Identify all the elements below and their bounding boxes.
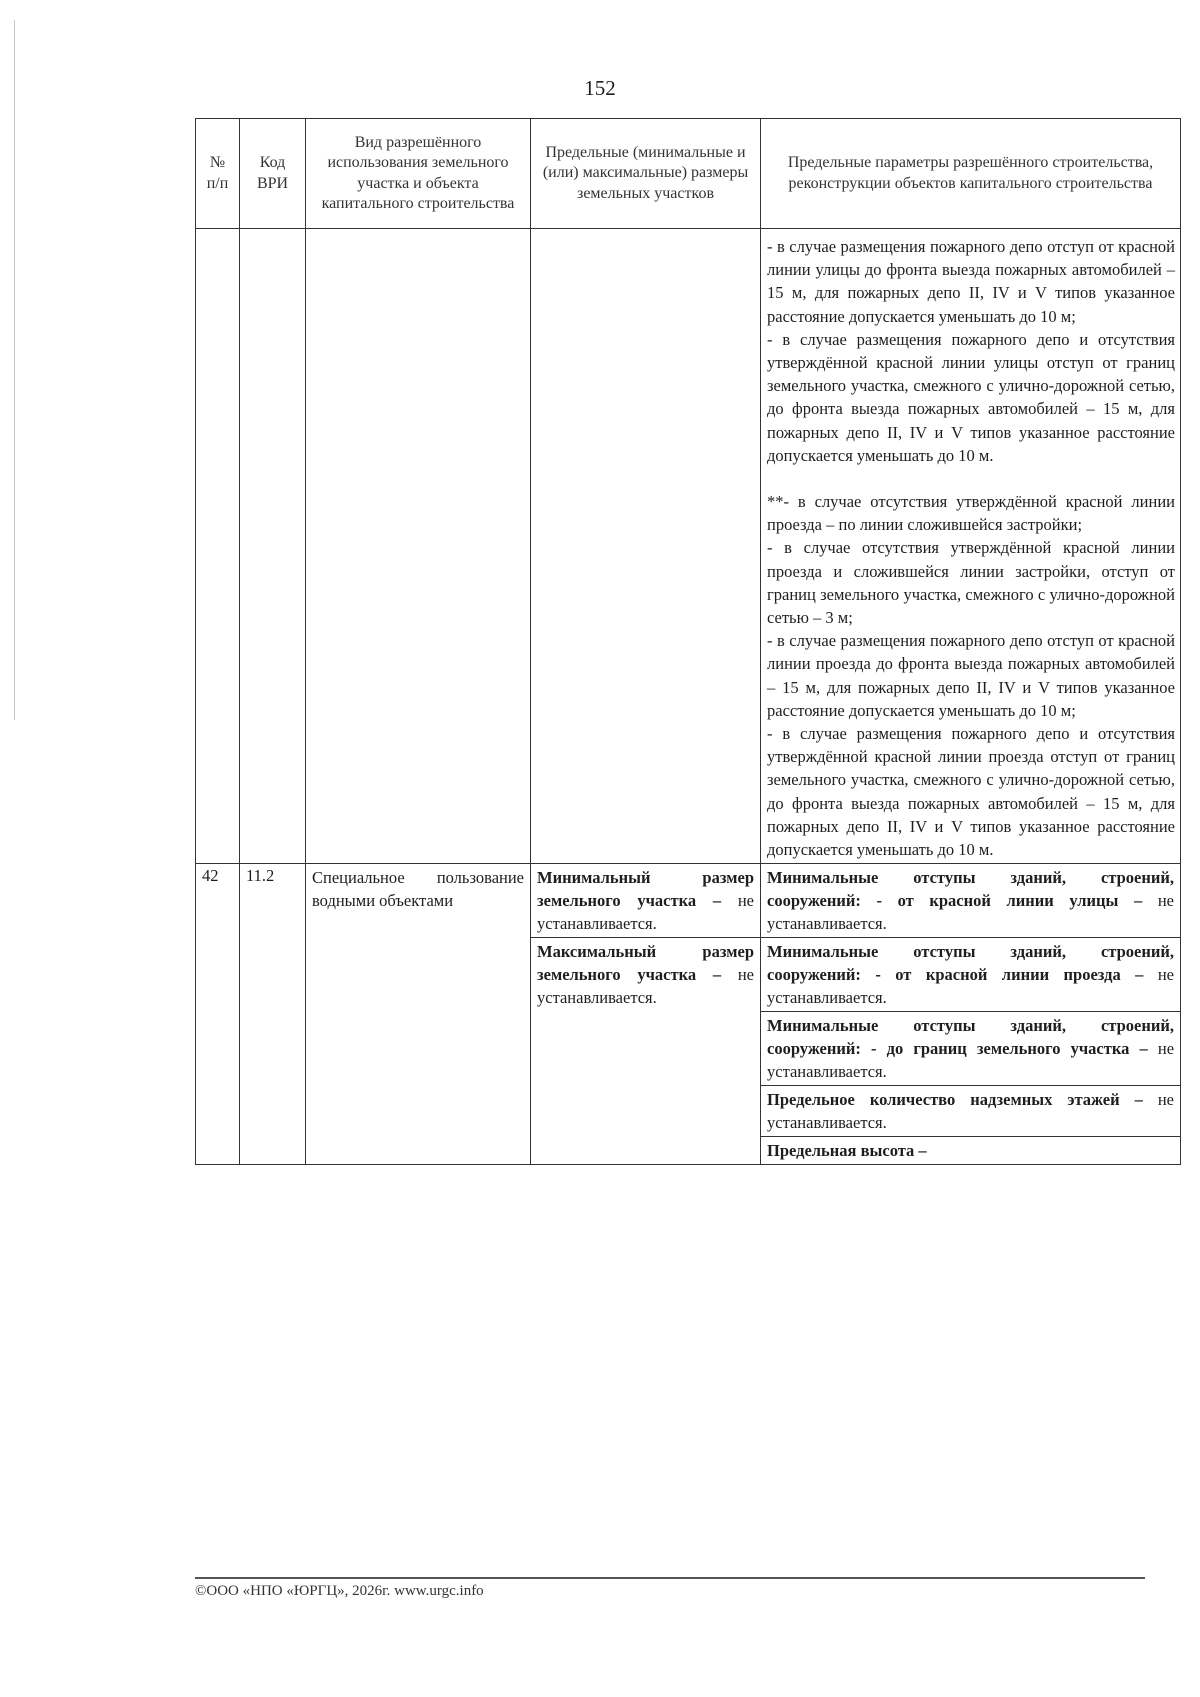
param-title: Минимальные отступы зданий, строений, сооружений: xyxy=(767,868,1174,911)
param-cell xyxy=(761,1137,1181,1165)
footer-copyright: ©ООО «НПО «ЮРГЦ», 2026г. www.urgc.info xyxy=(195,1583,484,1599)
param-value: не устанавливается. xyxy=(767,1090,1174,1133)
max-size-label: Максимальный размер земельного участка – xyxy=(537,942,754,985)
params-continuation-cell xyxy=(761,229,1181,864)
header-num: № п/п xyxy=(196,119,240,229)
param-detail: - до границ земельного участка – xyxy=(871,1039,1148,1059)
param-cell xyxy=(761,864,1181,938)
param-title: Предельное количество надземных этажей – xyxy=(767,1090,1143,1110)
param-detail: - от красной линии проезда – xyxy=(875,965,1144,985)
footer-divider xyxy=(195,1577,1145,1579)
param-detail: - от красной линии улицы – xyxy=(876,891,1143,911)
param-title: Предельная высота – xyxy=(767,1141,927,1161)
paragraph: - в случае размещения пожарного депо и отсутствия утверждённой красной линии улицы отступ от границ земельного участка, смежного с улично-дорожной сетью, до фронта выезда пожарных автомобилей – 15 м, для пожарных депо II, IV и V типов указанное расстояние допускается уменьшать до 10 м. xyxy=(767,329,1175,465)
param-cell xyxy=(761,1012,1181,1086)
param-value: не устанавливается. xyxy=(767,891,1174,934)
row-code: 11.2 xyxy=(240,864,306,1165)
paragraph: - в случае размещения пожарного депо отступ от красной линии улицы до фронта выезда пожарных автомобилей – 15 м, для пожарных депо II, IV и V типов указанное расстояние допускается уменьшать до 10 м; xyxy=(767,237,1175,326)
scan-margin-mark xyxy=(14,20,15,720)
paragraph: - в случае размещения пожарного депо отступ от красной линии проезда до фронта выезда пожарных автомобилей – 15 м, для пожарных депо II, IV и V типов указанное расстояние допускается уменьшать до 10 м; xyxy=(767,631,1175,720)
header-sizes: Предельные (минимальные и (или) максимальные) размеры земельных участков xyxy=(531,119,761,229)
min-size-cell xyxy=(531,864,761,938)
param-value: не устанавливается. xyxy=(767,965,1174,1008)
param-title: Минимальные отступы зданий, строений, сооружений: xyxy=(767,1016,1174,1059)
row-num: 42 xyxy=(196,864,240,1165)
table-row-continuation xyxy=(196,229,1181,864)
header-params: Предельные параметры разрешённого строительства, реконструкции объектов капитального строительства xyxy=(761,119,1181,229)
min-size-label: Минимальный размер земельного участка – xyxy=(537,868,754,911)
param-title: Минимальные отступы зданий, строений, сооружений: xyxy=(767,942,1174,985)
param-cell xyxy=(761,1086,1181,1137)
param-cell xyxy=(761,938,1181,1012)
page-number: 152 xyxy=(584,76,616,100)
paragraph: - в случае отсутствия утверждённой красной линии проезда и сложившейся линии застройки, отступ от границ земельного участка, смежного с улично-дорожной сетью – 3 м; xyxy=(767,538,1175,628)
param-value: не устанавливается. xyxy=(767,1039,1175,1082)
row-use-type: Специальное пользование водными объектами xyxy=(306,864,531,1165)
table-row-42 xyxy=(196,864,1181,938)
max-size-value: не устанавливается. xyxy=(537,965,754,1008)
max-size-cell xyxy=(531,938,761,1165)
header-use-type: Вид разрешённого использования земельного участка и объекта капитального строительства xyxy=(306,119,531,229)
paragraph: **- в случае отсутствия утверждённой красной линии проезда – по линии сложившейся застройки; xyxy=(767,492,1175,535)
table-header-row xyxy=(196,119,1181,229)
header-code: Код ВРИ xyxy=(240,119,306,229)
min-size-value: не устанавливается. xyxy=(537,891,754,934)
paragraph: - в случае размещения пожарного депо и отсутствия утверждённой красной линии проезда отступ от границ земельного участка, смежного с улично-дорожной сетью, до фронта выезда пожарных автомобилей – 15 м, для пожарных депо II, IV и V типов указанное расстояние допускается уменьшать до 10 м. xyxy=(767,724,1175,860)
regulations-table xyxy=(195,118,1181,1165)
